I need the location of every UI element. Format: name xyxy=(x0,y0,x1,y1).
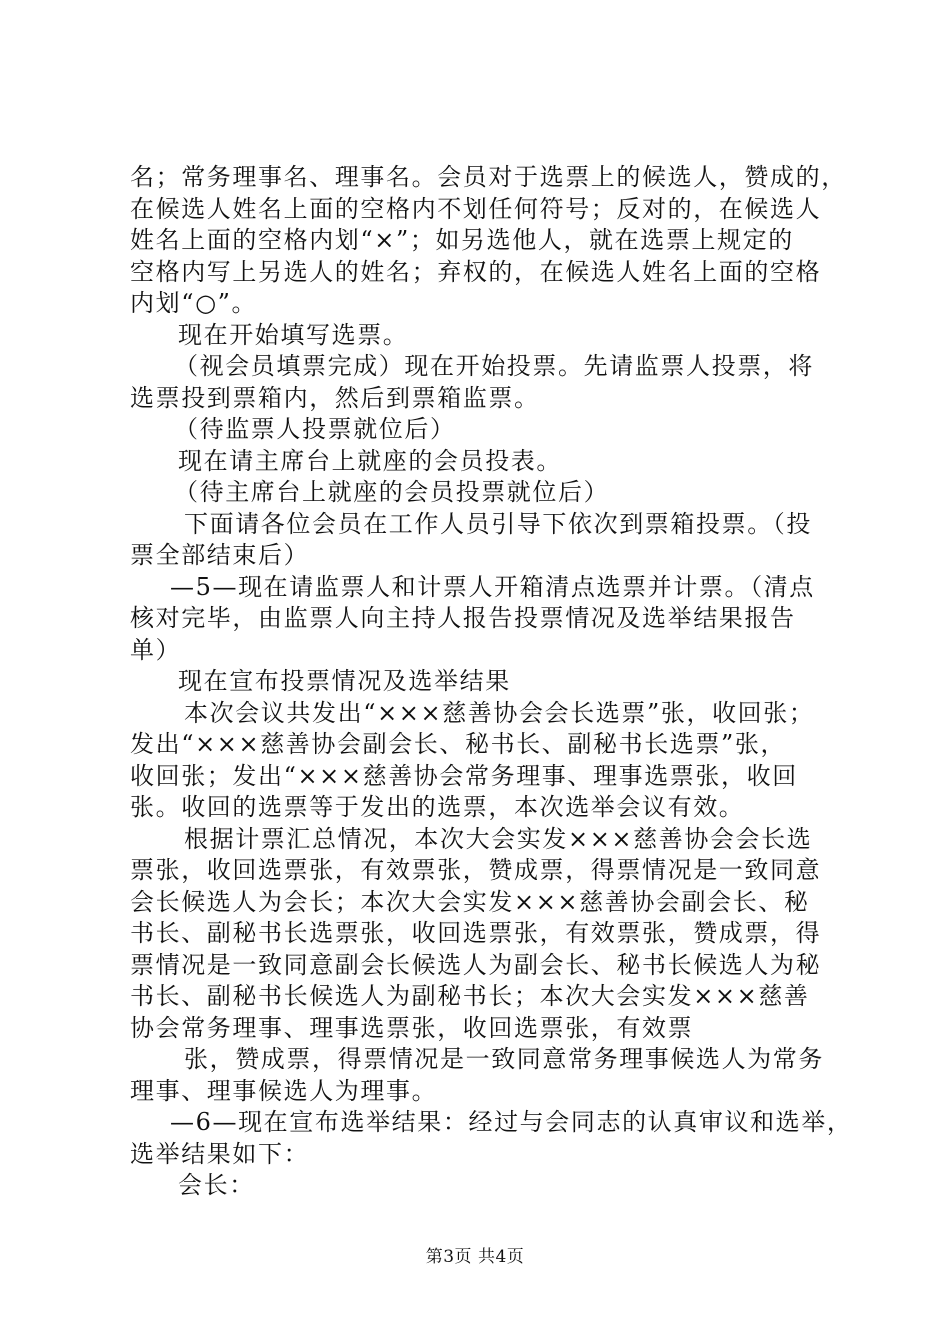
text-line: 内划“○”。 xyxy=(130,289,258,317)
text-line: 现在宣布投票情况及选举结果 xyxy=(178,667,511,695)
text-line: 协会常务理事、理事选票张，收回选票张，有效票 xyxy=(130,1013,694,1042)
text-line: 名；常务理事名、理事名。会员对于选票上的候选人，赞成的， xyxy=(130,163,847,191)
text-line: 下面请各位会员在工作人员引导下依次到票箱投票。（投 xyxy=(184,509,812,538)
text-line: 书长、副秘书长选票张，收回选票张，有效票张，赞成票，得 xyxy=(130,919,822,947)
text-line: （待监票人投票就位后） xyxy=(174,415,456,443)
text-line: —5—现在请监票人和计票人开箱清点选票并计票。（清点 xyxy=(170,572,815,601)
text-line: 收回张；发出“×××慈善协会常务理事、理事选票张，收回 xyxy=(130,761,798,790)
text-line: 张，赞成票，得票情况是一致同意常务理事候选人为常务 xyxy=(184,1045,824,1073)
text-line: 票全部结束后） xyxy=(130,541,310,569)
text-line: 会长候选人为会长；本次大会实发×××慈善协会副会长、秘 xyxy=(130,887,810,916)
text-line: 选举结果如下： xyxy=(130,1139,310,1168)
text-line: 空格内写上另选人的姓名；弃权的，在候选人姓名上面的空格 xyxy=(130,257,822,286)
text-line: 选票投到票箱内，然后到票箱监票。 xyxy=(130,383,540,412)
text-line: 书长、副秘书长候选人为副秘书长；本次大会实发×××慈善 xyxy=(130,982,810,1010)
text-line: 本次会议共发出“×××慈善协会会长选票”张，收回张； xyxy=(184,698,815,727)
text-line: 现在开始填写选票。 xyxy=(178,320,409,349)
text-line: 在候选人姓名上面的空格内不划任何符号；反对的，在候选人 xyxy=(130,194,822,223)
text-line: 理事、理事候选人为理事。 xyxy=(130,1076,438,1105)
text-line: 核对完毕，由监票人向主持人报告投票情况及选举结果报告 xyxy=(130,604,796,632)
text-line: 张。收回的选票等于发出的选票，本次选举会议有效。 xyxy=(130,793,745,821)
text-line: 票情况是一致同意副会长候选人为副会长、秘书长候选人为秘 xyxy=(130,950,822,979)
text-line: 现在请主席台上就座的会员投表。 xyxy=(178,446,562,475)
text-line: 单） xyxy=(130,635,182,664)
page-number-footer: 第3页 共4页 xyxy=(425,1247,525,1267)
text-line: （视会员填票完成）现在开始投票。先请监票人投票，将 xyxy=(174,352,814,380)
text-line: 姓名上面的空格内划“×”；如另选他人，就在选票上规定的 xyxy=(130,226,794,254)
text-line: （待主席台上就座的会员投票就位后） xyxy=(174,478,610,506)
document-body xyxy=(130,162,853,1202)
text-line: —6—现在宣布选举结果：经过与会同志的认真审议和选举， xyxy=(170,1108,853,1136)
text-line: 会长： xyxy=(178,1171,255,1199)
text-line: 发出“×××慈善协会副会长、秘书长、副秘书长选票”张， xyxy=(130,730,787,758)
text-line: 根据计票汇总情况，本次大会实发×××慈善协会会长选 xyxy=(184,824,813,853)
text-line: 票张，收回选票张，有效票张，赞成票，得票情况是一致同意 xyxy=(130,856,822,884)
